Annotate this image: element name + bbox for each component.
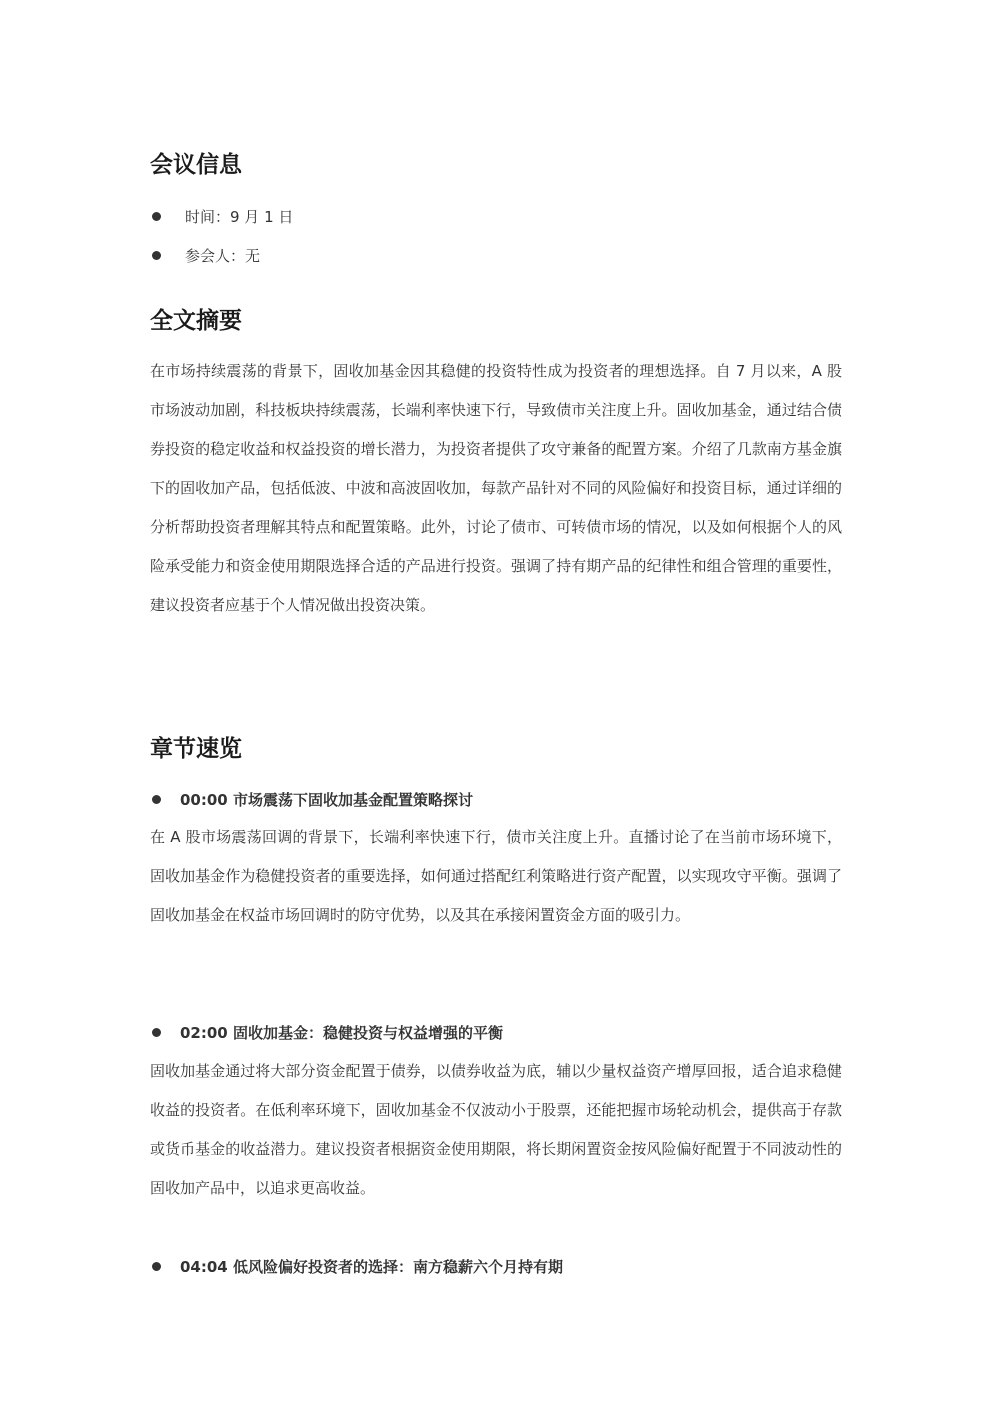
bullet-icon: [152, 251, 161, 260]
chapter-item-title: [150, 1253, 563, 1279]
summary-paragraph: 在市场持续震荡的背景下，固收加基金因其稳健的投资特性成为投资者的理想选择。自 7 月以来，A 股市场波动加剧，科技板块持续震荡，长端利率快速下行，导致债市关注度上升。固收加基金，通过结合债券投资的稳定收益和权益投资的增长潜力，为投资者提供了攻守兼备的配置方案。介绍了几款南方基金旗下的固收加产品，包括低波、中波和高波固收加，每款产品针对不同的风险偏好和投资目标，通过详细的分析帮助投资者理解其特点和配置策略。此外，讨论了债市、可转债市场的情况，以及如何根据个人的风险承受能力和资金使用期限选择合适的产品进行投资。强调了持有期产品的纪律性和组合管理的重要性，建议投资者应基于个人情况做出投资决策。: [150, 362, 842, 614]
meeting-time-text: 时间：9 月 1 日: [185, 207, 294, 226]
meeting-time-item: [150, 203, 293, 229]
meeting-info-heading: 会议信息: [150, 152, 242, 178]
chapters-heading: 章节速览: [150, 736, 242, 762]
bullet-icon: [152, 212, 161, 221]
chapter-title-text: 04:04 低风险偏好投资者的选择：南方稳薪六个月持有期: [180, 1257, 563, 1276]
chapter-item-title: [150, 786, 473, 812]
bullet-icon: [152, 1028, 161, 1037]
chapter-title-text: 02:00 固收加基金：稳健投资与权益增强的平衡: [180, 1023, 503, 1042]
summary-heading: 全文摘要: [150, 308, 242, 334]
bullet-icon: [152, 1262, 161, 1271]
chapter-paragraph: 在 A 股市场震荡回调的背景下，长端利率快速下行，债市关注度上升。直播讨论了在当前市场环境下，固收加基金作为稳健投资者的重要选择，如何通过搭配红利策略进行资产配置，以实现攻守平衡。强调了固收加基金在权益市场回调时的防守优势，以及其在承接闲置资金方面的吸引力。: [150, 828, 842, 924]
chapter-item-title: [150, 1019, 503, 1045]
meeting-participants-item: [150, 242, 260, 268]
chapter-paragraph: 固收加基金通过将大部分资金配置于债券，以债券收益为底，辅以少量权益资产增厚回报，适合追求稳健收益的投资者。在低利率环境下，固收加基金不仅波动小于股票，还能把握市场轮动机会，提供高于存款或货币基金的收益潜力。建议投资者根据资金使用期限，将长期闲置资金按风险偏好配置于不同波动性的固收加产品中，以追求更高收益。: [150, 1062, 842, 1197]
meeting-participants-text: 参会人：无: [185, 246, 261, 265]
chapter-title-text: 00:00 市场震荡下固收加基金配置策略探讨: [180, 790, 473, 809]
bullet-icon: [152, 795, 161, 804]
